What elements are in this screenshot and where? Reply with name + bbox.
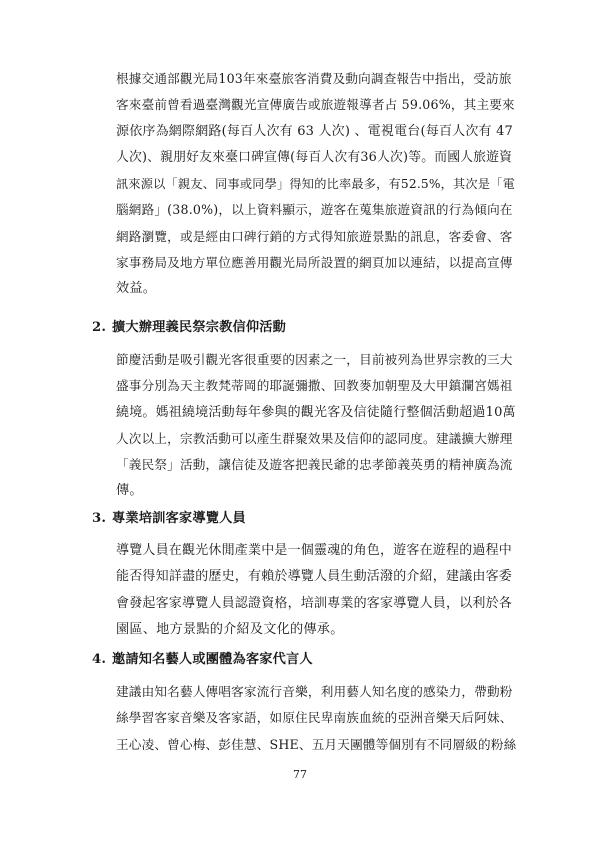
text-line: 網路瀏覽，或是經由口碑行銷的方式得知旅遊景點的訊息，客委會、客 (116, 228, 513, 244)
text-line: 訊來源以「親友、同事或同學」得知的比率最多，有52.5%，其次是「電 (116, 177, 515, 192)
section-number: 4. (92, 652, 107, 667)
section-number: 2. (92, 320, 107, 335)
text-line: 人次)、親朋好友來臺口碑宣傳(每百人次有36人次)等。而國人旅遊資 (116, 149, 513, 165)
paragraph-guide-training (116, 538, 516, 643)
text-line: 節慶活動是吸引觀光客很重要的因素之一，目前被列為世界宗教的三大 (116, 352, 513, 367)
text-line: 根據交通部觀光局103年來臺旅客消費及動向調查報告中指出，受訪旅 (116, 71, 512, 86)
text-line: 園區、地方景點的介紹及文化的傳承。 (116, 621, 344, 637)
paragraph-celebrity-ambassador (116, 679, 516, 758)
paragraph-yimin-festival (116, 347, 516, 505)
text-line: 源依序為網際網路(每百人次有 63 人次) 、電視電台(每百人次有 47 (116, 123, 514, 139)
text-line: 盛事分別為天主教梵蒂岡的耶誕彌撒、回教麥加朝聖及大甲鎮瀾宮媽祖 (116, 378, 513, 394)
text-line: 絲學習客家音樂及客家語，如原住民卑南族血統的亞洲音樂天后阿妹、 (116, 710, 513, 726)
text-line: 能否得知詳盡的歷史，有賴於導覽人員生動活潑的介紹，建議由客委 (116, 569, 513, 585)
section-number: 3. (92, 511, 107, 526)
text-line: 客來臺前曾看過臺灣觀光宣傳廣告或旅遊報導者占 59.06%，其主要來 (116, 97, 515, 113)
text-line: 腦網路」(38.0%)，以上資料顯示，遊客在蒐集旅遊資訊的行為傾向在 (116, 202, 513, 218)
text-line: 人次以上，宗教活動可以產生群聚效果及信仰的認同度。建議擴大辦理 (116, 430, 513, 446)
text-line: 「義民祭」活動，讓信徒及遊客把義民爺的忠孝節義英勇的精神廣為流 (116, 457, 513, 473)
text-line: 效益。 (116, 281, 157, 297)
section-title: 邀請知名藝人或團體為客家代言人 (112, 652, 313, 667)
text-line: 王心凌、曾心梅、彭佳慧、SHE、五月天團體等個別有不同層級的粉絲 (116, 736, 517, 752)
section-title: 專業培訓客家導覽人員 (112, 511, 246, 526)
text-line: 繞境。媽祖繞境活動每年參與的觀光客及信徒隨行整個活動超過10萬 (116, 404, 516, 420)
section-heading-4 (92, 650, 313, 670)
text-line: 建議由知名藝人傳唱客家流行音樂，利用藝人知名度的感染力，帶動粉 (116, 684, 513, 699)
text-line: 家事務局及地方單位應善用觀光局所設置的網頁加以連結，以提高宣傳 (116, 255, 513, 271)
paragraph-tourism-sources (116, 66, 516, 303)
text-line: 傳。 (116, 483, 143, 499)
section-title: 擴大辦理義民祭宗教信仰活動 (112, 320, 287, 335)
section-heading-3 (92, 509, 246, 529)
page-number: 77 (293, 768, 307, 781)
section-heading-2 (92, 318, 286, 338)
text-line: 導覽人員在觀光休閒產業中是一個靈魂的角色，遊客在遊程的過程中 (116, 543, 513, 558)
text-line: 會發起客家導覽人員認證資格，培訓專業的客家導覽人員，以利於各 (116, 595, 513, 611)
